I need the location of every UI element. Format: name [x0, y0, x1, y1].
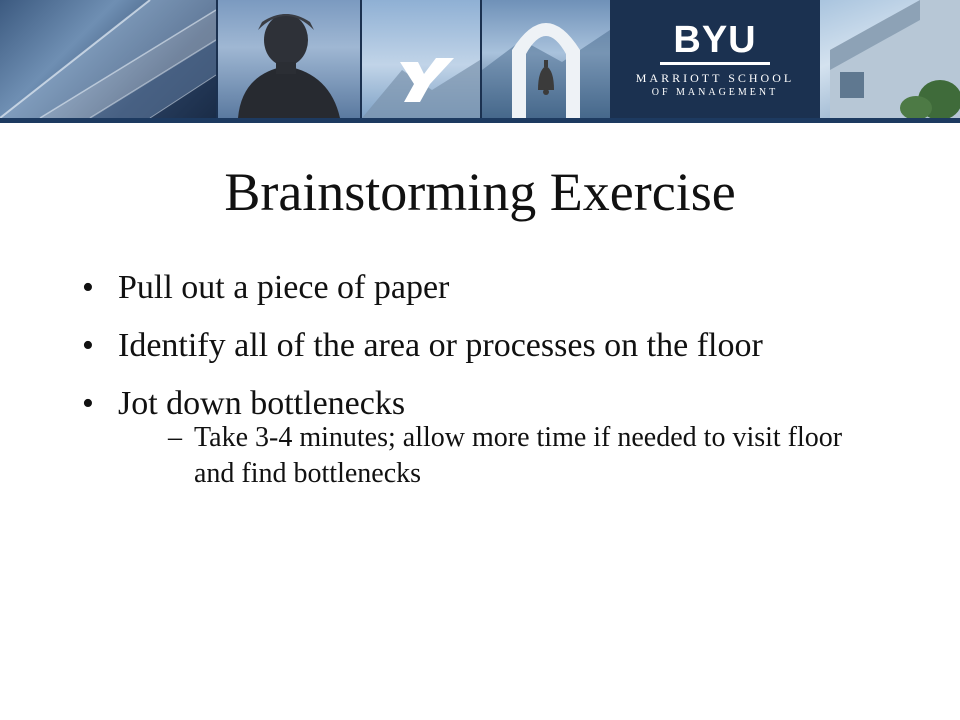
bullet-item	[82, 326, 882, 366]
slide-title: Brainstorming Exercise	[224, 162, 736, 222]
statue-photo	[218, 0, 360, 118]
building-photo	[0, 0, 216, 118]
banner-divider	[0, 118, 960, 123]
bullet-marker: •	[82, 385, 94, 422]
bell-tower-photo	[482, 0, 610, 118]
sub-bullet-item	[118, 420, 882, 492]
logo-school-subtitle: OF MANAGEMENT	[651, 87, 779, 98]
bullet-marker: •	[82, 327, 94, 364]
sub-bullet-marker: –	[168, 422, 182, 453]
logo-underline	[660, 62, 770, 65]
campus-building-photo	[820, 0, 960, 118]
byu-marriott-logo	[612, 0, 818, 118]
bullet-item	[82, 384, 882, 492]
bullet-list	[82, 268, 882, 510]
bullet-text: Jot down bottlenecks	[118, 385, 406, 422]
bullet-text: Pull out a piece of paper	[118, 269, 450, 306]
logo-school-name: MARRIOTT SCHOOL	[635, 71, 795, 85]
y-mountain-photo	[362, 0, 480, 118]
bullet-text: Identify all of the area or processes on the floor	[118, 327, 763, 364]
bullet-item	[82, 268, 882, 308]
header-banner	[0, 0, 960, 118]
sub-bullet-text: Take 3-4 minutes; allow more time if needed to visit floor and find bottlenecks	[194, 422, 843, 489]
logo-brand: BYU	[673, 19, 757, 61]
bullet-marker: •	[82, 269, 94, 306]
